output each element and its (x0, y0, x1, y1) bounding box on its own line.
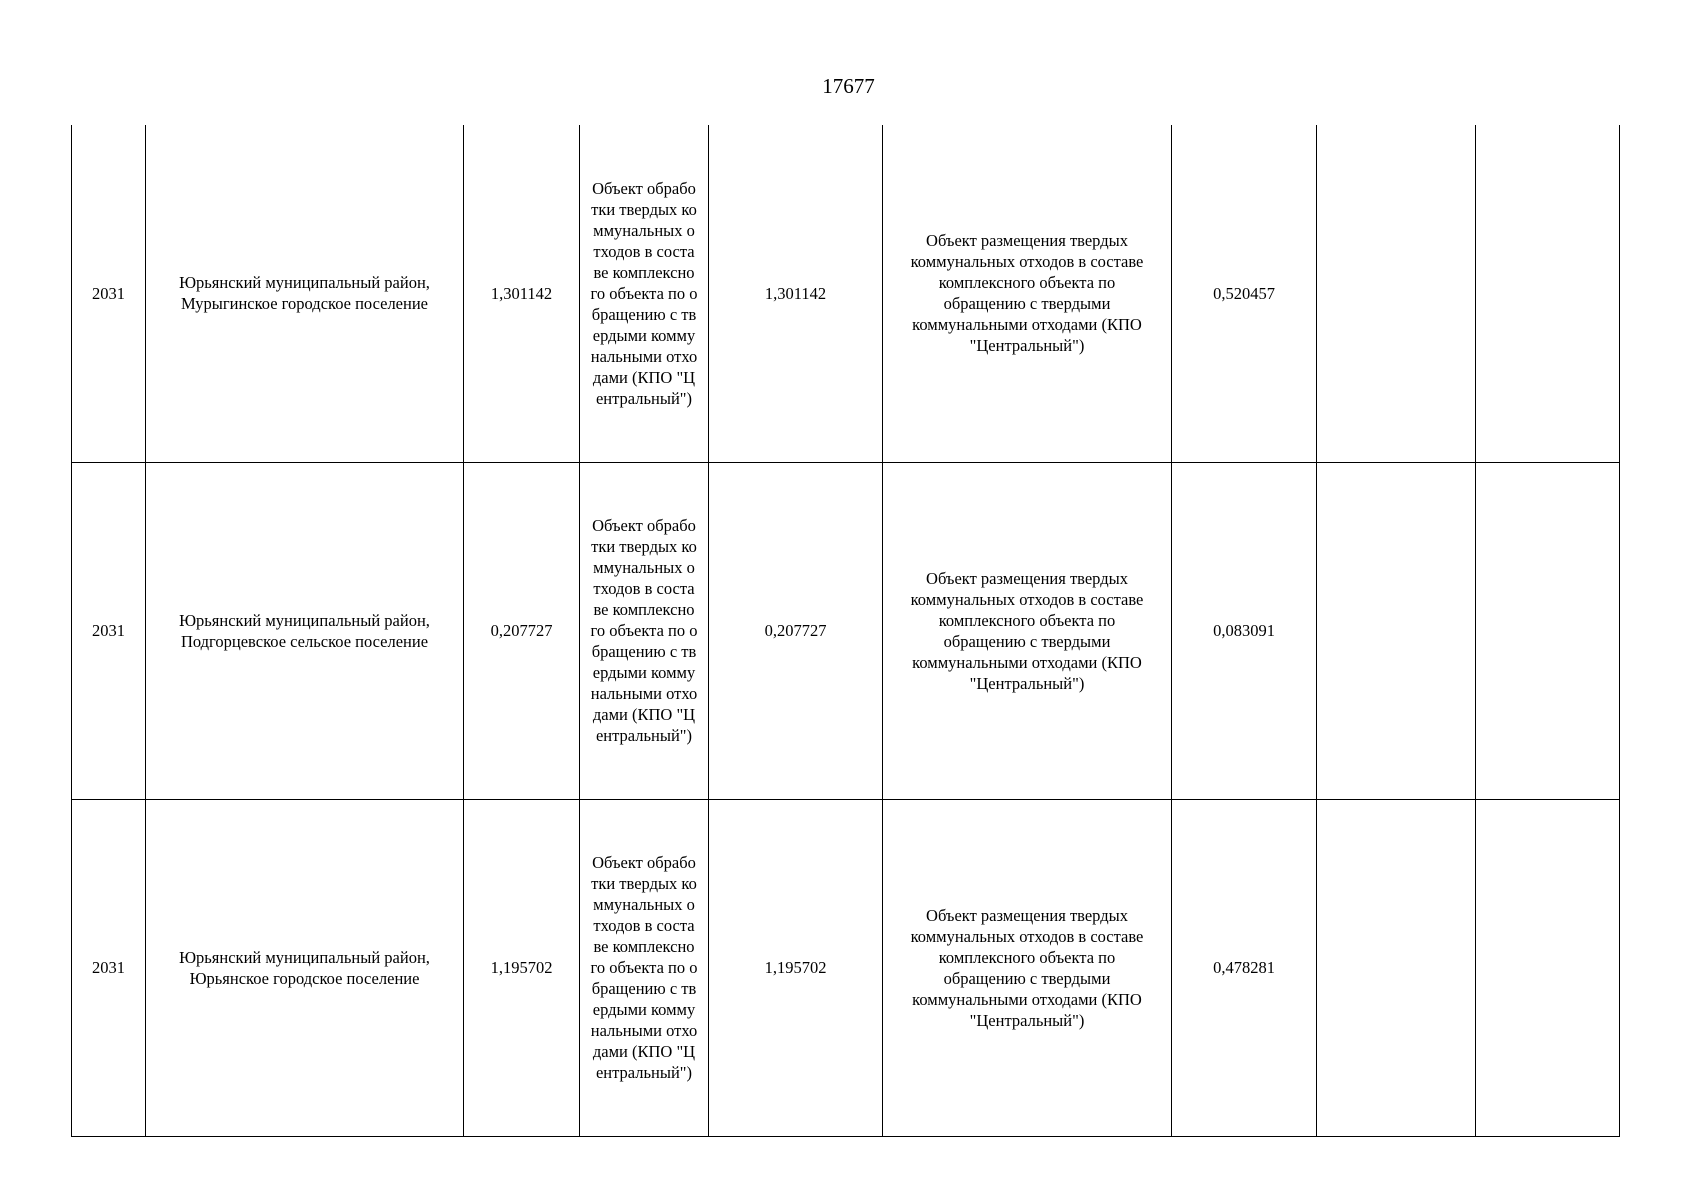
disposal-object-cell (883, 799, 1172, 1136)
mass-cell: 1,195702 (709, 799, 883, 1136)
disposal-object-text: Объект размещения твердых коммунальных отходов в составе комплексного объекта по обращению с твердыми коммунальными отходами (КПО "Центральный") (910, 568, 1144, 693)
table-row (72, 799, 1620, 1136)
year-cell: 2031 (72, 799, 146, 1136)
table-row (72, 462, 1620, 799)
year-cell: 2031 (72, 462, 146, 799)
empty-cell (1476, 462, 1620, 799)
disposal-object-text: Объект размещения твердых коммунальных отходов в составе комплексного объекта по обращению с твердыми коммунальными отходами (КПО "Центральный") (910, 231, 1144, 356)
municipality-cell (146, 125, 464, 462)
table-row (72, 125, 1620, 462)
mass-cell: 0,207727 (709, 462, 883, 799)
disposal-object-cell (883, 125, 1172, 462)
waste-flow-table (71, 125, 1620, 1137)
municipality-cell (146, 462, 464, 799)
disposal-object-text: Объект размещения твердых коммунальных отходов в составе комплексного объекта по обращению с твердыми коммунальными отходами (КПО "Центральный") (910, 905, 1144, 1030)
empty-cell (1476, 799, 1620, 1136)
mass-cell: 1,301142 (709, 125, 883, 462)
empty-cell (1317, 462, 1476, 799)
empty-cell (1317, 799, 1476, 1136)
processing-object-cell (580, 462, 709, 799)
processing-object-text: Объект обработки твердых коммунальных отходов в составе комплексного объекта по обращению с твердыми коммунальными отходами (КПО "Центральный") (590, 178, 698, 408)
page-number: 17677 (822, 74, 875, 98)
municipality-text: Юрьянский муниципальный район, Мурыгинское городское поселение (179, 273, 430, 314)
municipality-cell (146, 799, 464, 1136)
mass-cell: 1,195702 (464, 799, 580, 1136)
mass-cell: 0,083091 (1172, 462, 1317, 799)
processing-object-text: Объект обработки твердых коммунальных отходов в составе комплексного объекта по обращению с твердыми коммунальными отходами (КПО "Центральный") (590, 853, 698, 1082)
empty-cell (1317, 125, 1476, 462)
municipality-text: Юрьянский муниципальный район, Юрьянское городское поселение (179, 947, 430, 988)
mass-cell: 0,207727 (464, 462, 580, 799)
processing-object-text: Объект обработки твердых коммунальных отходов в составе комплексного объекта по обращению с твердыми коммунальными отходами (КПО "Центральный") (590, 516, 698, 745)
mass-cell: 0,478281 (1172, 799, 1317, 1136)
mass-cell: 1,301142 (464, 125, 580, 462)
municipality-text: Юрьянский муниципальный район, Подгорцевское сельское поселение (179, 610, 430, 651)
processing-object-cell (580, 125, 709, 462)
empty-cell (1476, 125, 1620, 462)
disposal-object-cell (883, 462, 1172, 799)
mass-cell: 0,520457 (1172, 125, 1317, 462)
processing-object-cell (580, 799, 709, 1136)
year-cell: 2031 (72, 125, 146, 462)
